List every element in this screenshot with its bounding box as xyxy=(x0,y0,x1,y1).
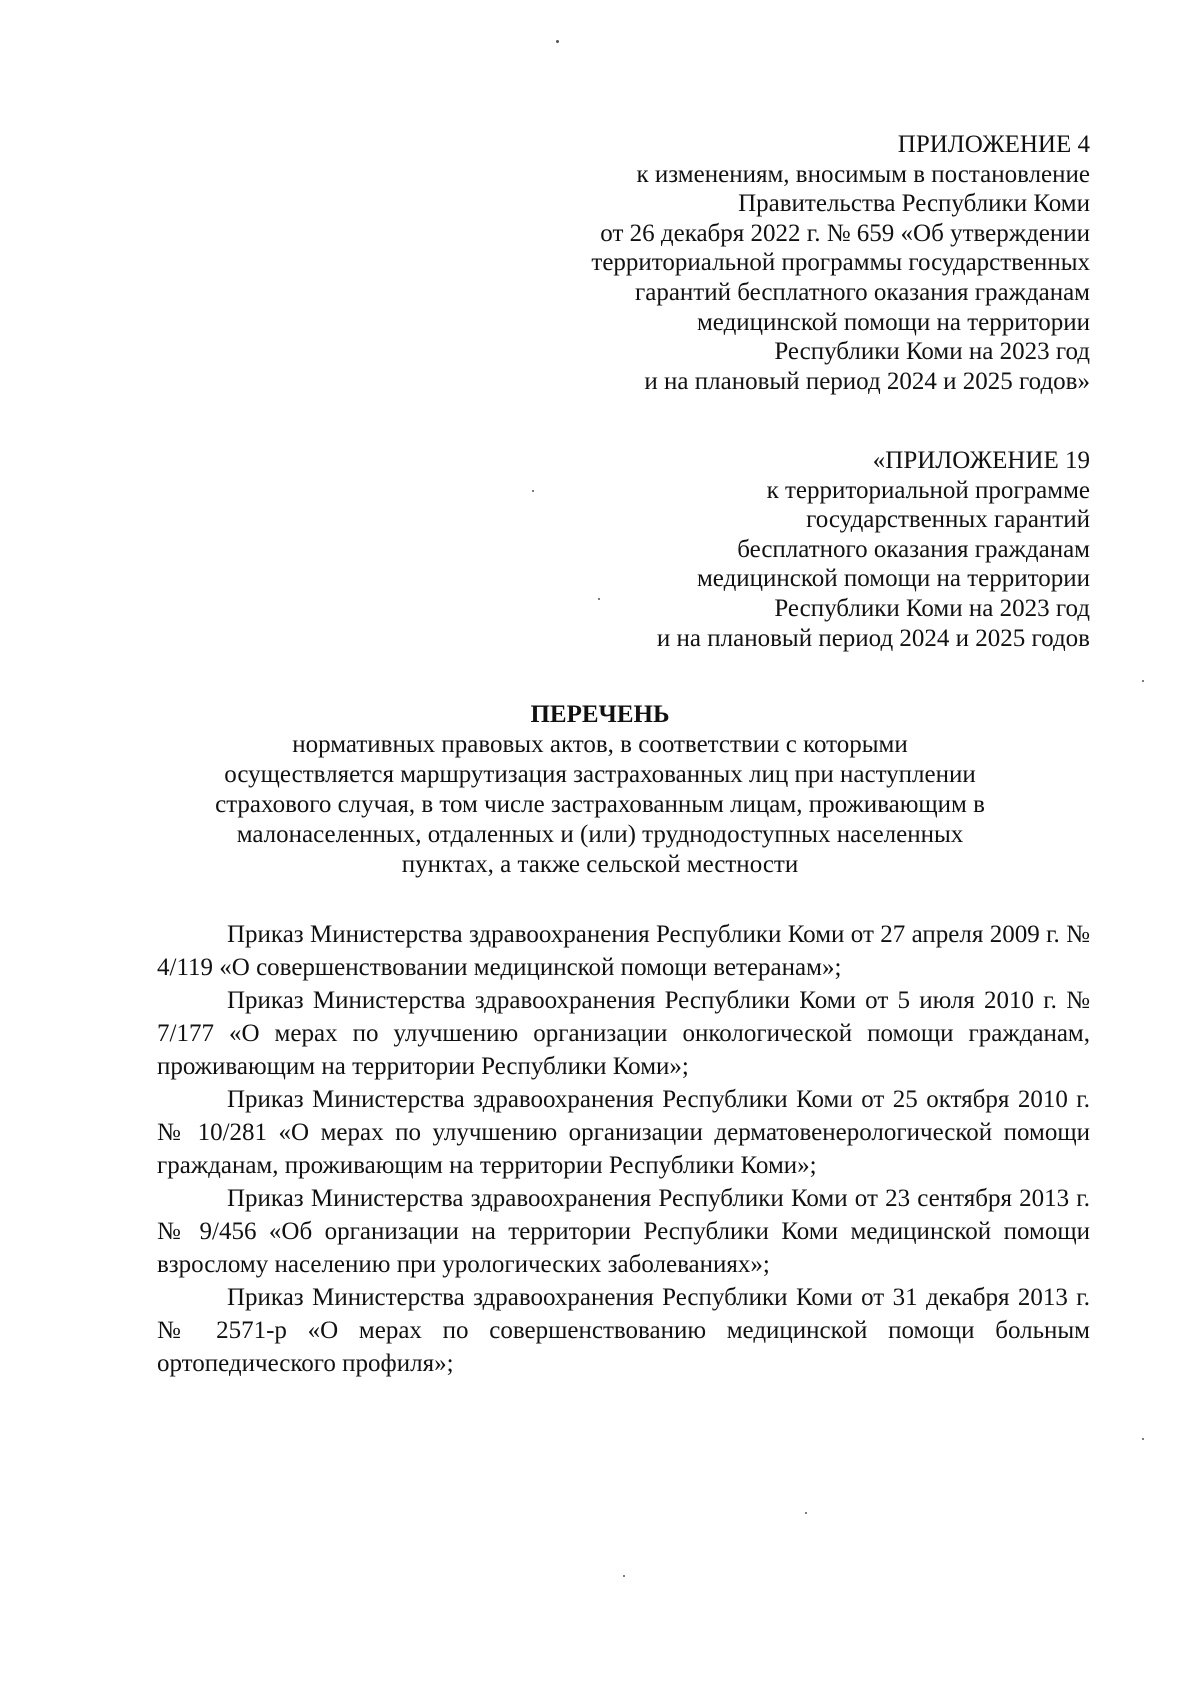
scan-speck xyxy=(598,598,600,600)
annex-19-line: «ПРИЛОЖЕНИЕ 19 xyxy=(872,447,1090,474)
annex-19-line: государственных гарантий xyxy=(806,506,1090,534)
annex-4-line: и на плановый период 2024 и 2025 годов» xyxy=(644,367,1090,395)
annex-4-line: Правительства Республики Коми xyxy=(738,190,1090,218)
act-paragraph: Приказ Министерства здравоохранения Республики Коми от 27 апреля 2009 г. № 4/119 «О совершенствовании медицинской помощи ветеранам»; xyxy=(157,921,1090,981)
subtitle-line: нормативных правовых актов, в соответствии с которыми xyxy=(292,731,908,758)
subtitle-line: малонаселенных, отдаленных и (или) труднодоступных населенных xyxy=(236,821,964,848)
act-paragraph: Приказ Министерства здравоохранения Республики Коми от 23 сентября 2013 г. № 9/456 «Об организации на территории Республики Коми медицинской помощи взрослому населению при урологических заболеваниях»; xyxy=(157,1185,1090,1278)
annex-4-line: гарантий бесплатного оказания гражданам xyxy=(634,278,1090,306)
annex-19-line: медицинской помощи на территории xyxy=(696,565,1090,593)
annex-19-line: бесплатного оказания гражданам xyxy=(737,535,1090,563)
annex-19-line: к территориальной программе xyxy=(766,476,1090,504)
subtitle-line: пунктах, а также сельской местности xyxy=(401,851,799,878)
document-title: ПЕРЕЧЕНЬ xyxy=(530,701,670,728)
subtitle-line: страхового случая, в том числе застрахованным лицам, проживающим в xyxy=(215,791,985,818)
annex-4-line: медицинской помощи на территории xyxy=(696,308,1090,336)
scan-speck xyxy=(805,1512,807,1514)
act-paragraph: Приказ Министерства здравоохранения Республики Коми от 31 декабря 2013 г. № 2571-р «О мерах по совершенствованию медицинской помощи больным ортопедического профиля»; xyxy=(157,1284,1090,1377)
annex-4-line: Республики Коми на 2023 год xyxy=(774,338,1090,366)
scan-speck xyxy=(556,40,559,43)
annex-4-header xyxy=(591,130,1090,396)
annex-19-line: и на плановый период 2024 и 2025 годов xyxy=(656,624,1090,652)
annex-4-line: ПРИЛОЖЕНИЕ 4 xyxy=(897,131,1090,158)
annex-19-line: Республики Коми на 2023 год xyxy=(774,594,1090,622)
acts-list xyxy=(157,918,1090,1380)
subtitle-line: осуществляется маршрутизация застрахованных лиц при наступлении xyxy=(224,761,976,788)
annex-4-line: территориальной программы государственных xyxy=(591,249,1090,277)
annex-19-header xyxy=(657,446,1090,653)
scan-speck xyxy=(623,1575,625,1577)
scan-speck xyxy=(532,490,534,492)
scan-speck xyxy=(1142,1438,1144,1440)
annex-4-line: к изменениям, вносимым в постановление xyxy=(636,160,1090,188)
scan-speck xyxy=(1142,680,1144,682)
act-paragraph: Приказ Министерства здравоохранения Республики Коми от 5 июля 2010 г. № 7/177 «О мерах по улучшению организации онкологической помощи гражданам, проживающим на территории Республики Коми»; xyxy=(157,987,1090,1080)
annex-4-line: от 26 декабря 2022 г. № 659 «Об утверждении xyxy=(600,219,1090,247)
act-paragraph: Приказ Министерства здравоохранения Республики Коми от 25 октября 2010 г. № 10/281 «О мерах по улучшению организации дерматовенерологической помощи гражданам, проживающим на территории Республики Коми»; xyxy=(157,1086,1090,1179)
document-subtitle xyxy=(0,730,1200,880)
